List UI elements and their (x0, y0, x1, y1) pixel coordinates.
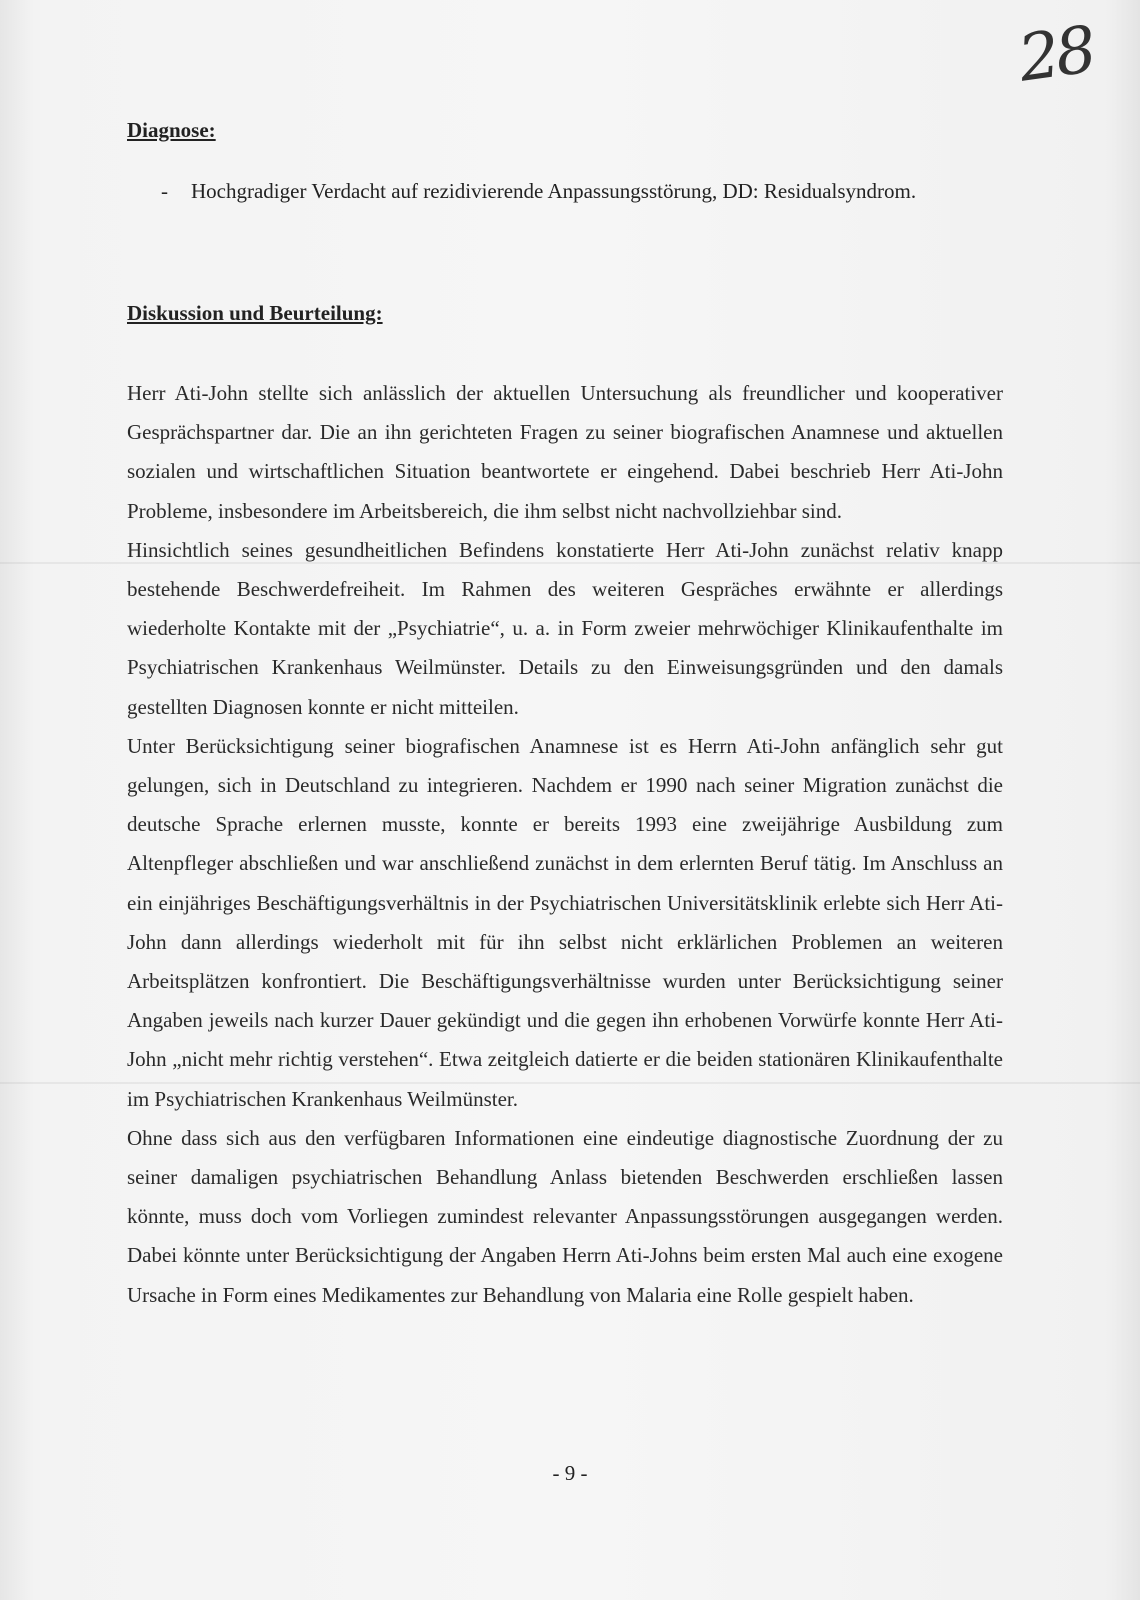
bullet-dash: - (161, 179, 168, 203)
discussion-heading: Diskussion und Beurteilung: (127, 301, 383, 325)
paragraph: Herr Ati-John stellte sich anlässlich der aktuellen Untersuchung als freundlicher und kooperativer Gesprächspartner dar. Die an ihn gerichteten Fragen zu seiner biografischen Anamnese und aktuellen sozialen und wirtschaftlichen Situation beantwortete er eingehend. Dabei beschrieb Herr Ati-John Probleme, insbesondere im Arbeitsbereich, die ihm selbst nicht nachvollziehbar sind. (127, 381, 1003, 523)
paragraph: Ohne dass sich aus den verfügbaren Informationen eine eindeutige diagnostische Zuordnung der zu seiner damaligen psychiatrischen Behandlung Anlass bietenden Beschwerden erschließen lassen könnte, muss doch vom Vorliegen zumindest relevanter Anpassungsstörungen ausgegangen werden. Dabei könnte unter Berücksichtigung der Angaben Herrn Ati-Johns beim ersten Mal auch eine exogene Ursache in Form eines Medikamentes zur Behandlung von Malaria eine Rolle gespielt haben. (127, 1125, 1003, 1307)
page-number: - 9 - (552, 1461, 588, 1485)
diagnosis-item-text: Hochgradiger Verdacht auf rezidivierende Anpassungsstörung, DD: Residualsyndrom. (191, 179, 917, 203)
discussion-text (127, 374, 1003, 1315)
paragraph: Unter Berücksichtigung seiner biografischen Anamnese ist es Herrn Ati-John anfänglich sehr gut gelungen, sich in Deutschland zu integrieren. Nachdem er 1990 nach seiner Migration zunächst die deutsche Sprache erlernen musste, konnte er bereits 1993 eine zweijährige Ausbildung zum Altenpfleger abschließen und war anschließend zunächst in dem erlernten Beruf tätig. Im Anschluss an ein einjähriges Beschäftigungsverhältnis in der Psychiatrischen Universitätsklinik erlebte sich Herr Ati-John dann allerdings wiederholt mit für ihn selbst nicht erklärlichen Problemen an weiteren Arbeitsplätzen konfrontiert. Die Beschäftigungsverhältnisse wurden unter Berücksichtigung seiner Angaben jeweils nach kurzer Dauer gekündigt und die gegen ihn erhobenen Vorwürfe konnte Herr Ati-John „nicht mehr richtig verstehen“. Etwa zeitgleich datierte er die beiden stationären Klinikaufenthalte im Psychiatrischen Krankenhaus Weilmünster. (127, 733, 1003, 1111)
document-body (127, 118, 1003, 1315)
paragraph: Hinsichtlich seines gesundheitlichen Befindens konstatierte Herr Ati-John zunächst relativ knapp bestehende Beschwerdefreiheit. Im Rahmen des weiteren Gespräches erwähnte er allerdings wiederholte Kontakte mit der „Psychiatrie“, u. a. in Form zweier mehrwöchiger Klinikaufenthalte im Psychiatrischen Krankenhaus Weilmünster. Details zu den Einweisungsgründen und den damals gestellten Diagnosen konnte er nicht mitteilen. (127, 537, 1003, 719)
handwritten-page-number: 28 (1013, 13, 1097, 97)
diagnosis-item (161, 179, 1003, 204)
diagnosis-heading: Diagnose: (127, 118, 216, 142)
